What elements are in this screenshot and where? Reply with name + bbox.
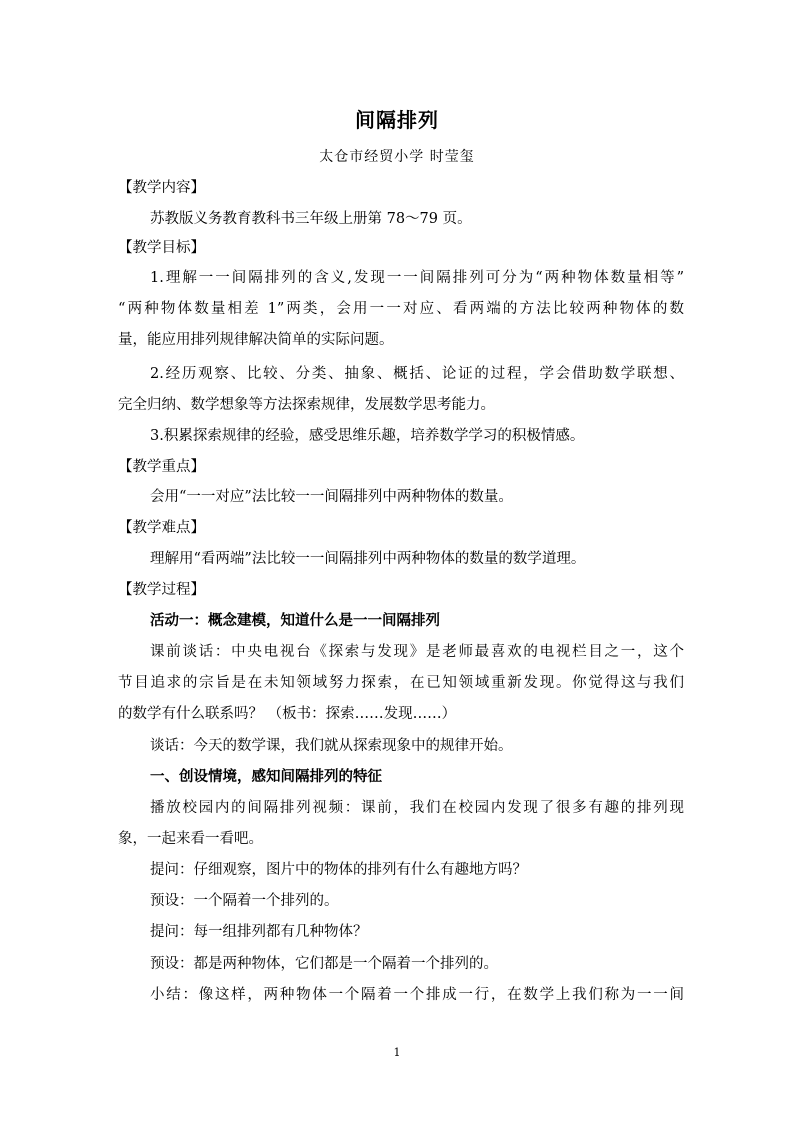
- paragraph-line: “两种物体数量相差 1”两类，会用一一对应、看两端的方法比较两种物体的数: [118, 301, 684, 317]
- paragraph-line: 节目追求的宗旨是在未知领域努力探索，在已知领域重新发现。你觉得这与我们: [118, 675, 684, 691]
- page-number: 1: [393, 1046, 401, 1059]
- paragraph-line: 量，能应用排列规律解决简单的实际问题。: [118, 332, 394, 348]
- subsection-heading: 一、创设情境，感知间隔排列的特征: [150, 769, 382, 785]
- paragraph-line: 完全归纳、数学想象等方法探索规律，发展数学思考能力。: [118, 397, 495, 413]
- paragraph-line: 1.理解一一间隔排列的含义,发现一一间隔排列可分为“两种物体数量相等”: [150, 270, 684, 286]
- section-heading-content: 【教学内容】: [118, 180, 205, 196]
- paragraph-line: 会用“一一对应”法比较一一间隔排列中两种物体的数量。: [150, 489, 513, 505]
- paragraph-line: 2.经历观察、比较、分类、抽象、概括、论证的过程，学会借助数学联想、: [150, 366, 684, 382]
- section-heading-process: 【教学过程】: [118, 582, 205, 598]
- author-line: 太仓市经贸小学 时莹玺: [319, 149, 475, 165]
- paragraph-line: 提问：仔细观察，图片中的物体的排列有什么有趣地方吗？: [150, 862, 527, 878]
- paragraph-line: 课前谈话：中央电视台《探索与发现》是老师最喜欢的电视栏目之一，这个: [150, 644, 684, 660]
- paragraph-line: 3.积累探索规律的经验，感受思维乐趣，培养数学学习的积极情感。: [150, 428, 585, 444]
- paragraph-line: 预设：一个隔着一个排列的。: [150, 893, 339, 909]
- paragraph-line: 预设：都是两种物体，它们都是一个隔着一个排列的。: [150, 956, 498, 972]
- section-heading-focus: 【教学重点】: [118, 459, 205, 475]
- paragraph-line: 谈话：今天的数学课，我们就从探索现象中的规律开始。: [150, 738, 513, 754]
- paragraph-line: 象，一起来看一看吧。: [118, 831, 263, 847]
- paragraph-line: 理解用“看两端”法比较一一间隔排列中两种物体的数量的数学道理。: [150, 551, 586, 567]
- paragraph-line: 播放校园内的间隔排列视频：课前，我们在校园内发现了很多有趣的排列现: [150, 800, 684, 816]
- paragraph-line: 小结：像这样，两种物体一个隔着一个排成一行，在数学上我们称为一一间: [150, 987, 684, 1003]
- section-heading-difficulty: 【教学难点】: [118, 520, 205, 536]
- section-heading-goals: 【教学目标】: [118, 240, 205, 256]
- paragraph-line: 苏教版义务教育教科书三年级上册第 78～79 页。: [150, 211, 472, 227]
- activity-heading: 活动一：概念建模，知道什么是一一间隔排列: [150, 613, 440, 629]
- paragraph-line: 提问：每一组排列都有几种物体？: [150, 924, 368, 940]
- paragraph-line: 的数学有什么联系吗？ （板书：探索……发现……）: [118, 706, 457, 722]
- document-title: 间隔排列: [355, 108, 439, 132]
